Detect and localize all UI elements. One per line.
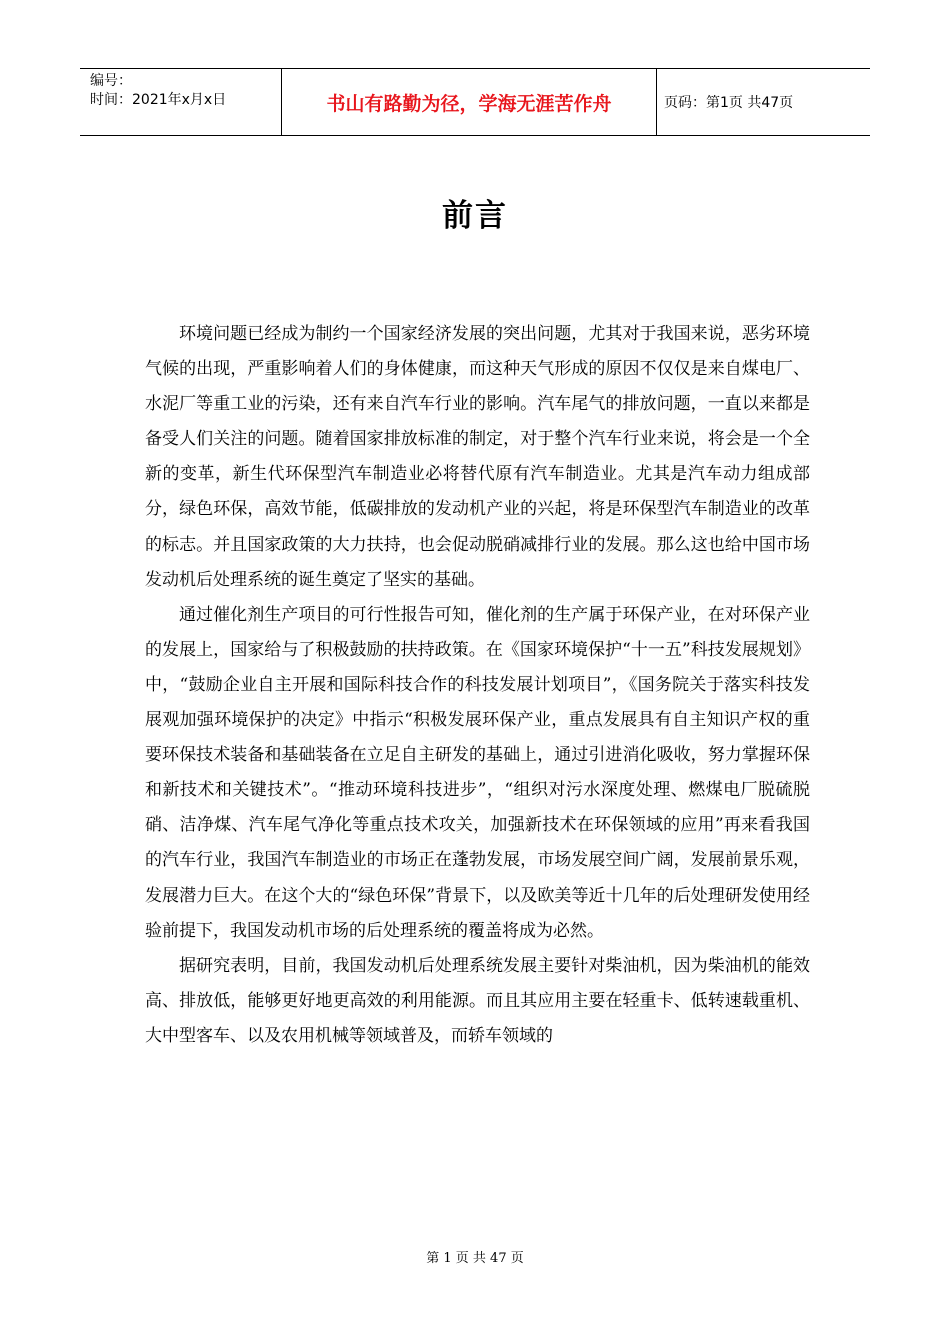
paragraph: 据研究表明，目前，我国发动机后处理系统发展主要针对柴油机，因为柴油机的能效高、排放低，能够更好地更高效的利用能源。而且其应用主要在轻重卡、低转速载重机、大中型客车、以及农用机械等领域普及，而轿车领域的 xyxy=(145,955,810,1046)
paragraph: 环境问题已经成为制约一个国家经济发展的突出问题，尤其对于我国来说，恶劣环境气候的出现，严重影响着人们的身体健康，而这种天气形成的原因不仅仅是来自煤电厂、水泥厂等重工业的污染，还有来自汽车行业的影响。汽车尾气的排放问题，一直以来都是备受人们关注的问题。随着国家排放标准的制定，对于整个汽车行业来说，将会是一个全新的变革，新生代环保型汽车制造业必将替代原有汽车制造业。尤其是汽车动力组成部分，绿色环保，高效节能，低碳排放的发动机产业的兴起，将是环保型汽车制造业的改革的标志。并且国家政策的大力扶持，也会促动脱硝减排行业的发展。那么这也给中国市场发动机后处理系统的诞生奠定了坚实的基础。 xyxy=(145,324,810,590)
header-motto: 书山有路勤为径，学海无涯苦作舟 xyxy=(326,92,612,115)
header-motto-cell xyxy=(282,69,657,135)
header-meta-cell xyxy=(80,69,282,135)
header-page-cell xyxy=(657,69,870,135)
paragraph: 通过催化剂生产项目的可行性报告可知，催化剂的生产属于环保产业，在对环保产业的发展上，国家给与了积极鼓励的扶持政策。在《国家环境保护“十一五”科技发展规划》中，“鼓励企业自主开展和国际科技合作的科技发展计划项目”，《国务院关于落实科技发展观加强环境保护的决定》中指示“积极发展环保产业，重点发展具有自主知识产权的重要环保技术装备和基础装备在立足自主研发的基础上，通过引进消化吸收，努力掌握环保和新技术和关键技术”。“推动环境科技进步”，“组织对污水深度处理、燃煤电厂脱硫脱硝、洁净煤、汽车尾气净化等重点技术攻关，加强新技术在环保领域的应用”再来看我国的汽车行业，我国汽车制造业的市场正在蓬勃发展，市场发展空间广阔，发展前景乐观，发展潜力巨大。在这个大的“绿色环保”背景下，以及欧美等近十几年的后处理研发使用经验前提下，我国发动机市场的后处理系统的覆盖将成为必然。 xyxy=(145,604,810,941)
document-number-label: 编号： xyxy=(90,73,132,89)
document-time-label: 时间：2021年x月x日 xyxy=(90,92,227,108)
header-page-number: 页码：第1页 共47页 xyxy=(664,95,794,111)
document-header xyxy=(80,68,870,136)
page-footer: 第 1 页 共 47 页 xyxy=(426,1251,524,1266)
page-title: 前言 xyxy=(442,198,508,234)
document-body xyxy=(145,317,810,1054)
